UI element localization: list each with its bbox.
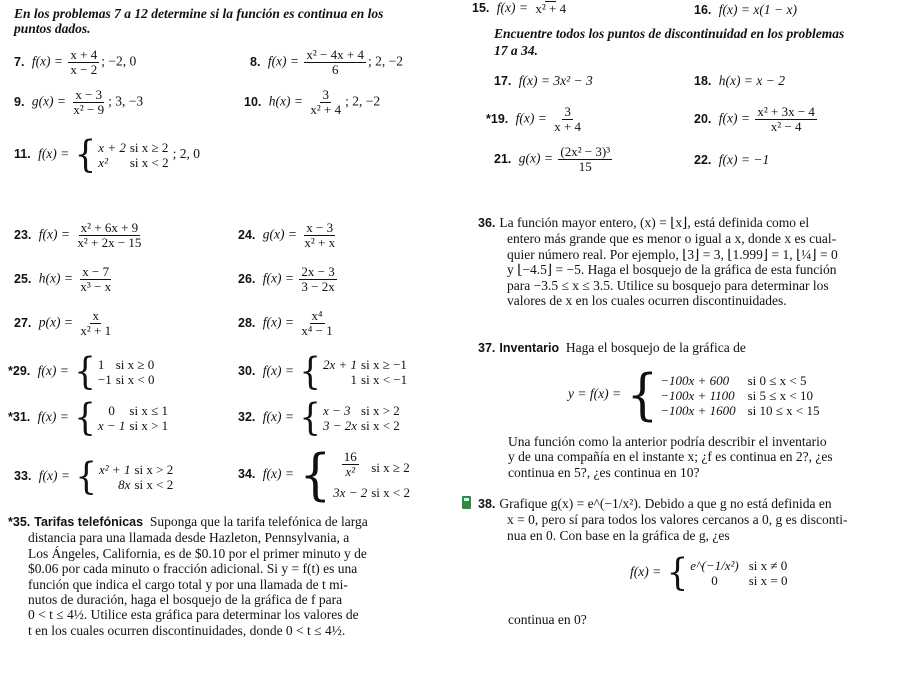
problem-38 — [478, 496, 918, 543]
problem-26 — [238, 265, 339, 294]
problem-number: 38. — [478, 497, 496, 511]
left-brace: { — [299, 350, 321, 394]
case-cond: si x ≤ 1 — [129, 403, 168, 418]
problem-31 — [8, 396, 172, 440]
lhs: f(x) = — [262, 409, 294, 425]
numerator: (2x² − 3)³ — [560, 144, 611, 159]
denominator: x² − 9 — [73, 102, 105, 117]
problem-number: 10. — [244, 94, 262, 109]
problem-number: 18. — [694, 74, 712, 88]
numerator: x⁴ — [311, 308, 323, 323]
problem-title: Inventario — [499, 341, 560, 355]
problem-number: 37. — [478, 341, 496, 355]
lhs: p(x) = — [38, 314, 73, 330]
denominator: x³ − x — [80, 279, 112, 294]
points: ; −2, 0 — [101, 53, 137, 69]
case-expr: 2x + 1 — [323, 357, 358, 372]
lhs: h(x) = — [268, 93, 303, 109]
case-expr: x − 1 — [97, 418, 126, 433]
problem-23 — [14, 221, 145, 250]
problem-38-function — [630, 551, 791, 595]
text-line: Suponga que la tarifa telefónica de larga — [149, 514, 368, 529]
problem-30 — [238, 350, 411, 394]
problem-38-end: continua en 0? — [508, 612, 587, 627]
case-expr: x² + 1 — [99, 462, 131, 477]
left-intro — [14, 6, 383, 36]
problem-15 — [472, 0, 570, 16]
left-brace: { — [74, 350, 96, 394]
problem-number: *31. — [8, 410, 31, 425]
problem-number: 20. — [694, 111, 712, 126]
lhs: g(x) = — [31, 93, 67, 109]
left-brace: { — [75, 455, 97, 499]
text-line: entero más grande que es menor o igual a x, donde x es cual- — [507, 231, 837, 247]
problem-number: 34. — [238, 467, 256, 482]
case-expr: e^(−1/x²) — [690, 558, 739, 573]
left-brace: { — [74, 133, 97, 177]
case-expr: 0 — [711, 573, 718, 588]
problem-7 — [14, 48, 136, 77]
left-intro-line: En los problemas 7 a 12 determine si la función es continua en los — [14, 6, 384, 21]
case-expr: 8x — [118, 477, 131, 492]
lhs: h(x) = — [38, 270, 73, 286]
lhs: f(x) = — [37, 363, 69, 379]
expression: f(x) = 3x² − 3 — [518, 73, 593, 88]
problem-19 — [486, 105, 585, 134]
problem-32 — [238, 396, 404, 440]
case-cond: si x ≥ 2 — [129, 140, 169, 155]
denominator: x² + 1 — [80, 323, 112, 338]
left-brace: { — [299, 443, 332, 507]
lhs: f(x) = — [515, 110, 547, 126]
text-line: Una función como la anterior podría describir el inventario — [508, 434, 827, 449]
case-expr: x − 3 — [323, 403, 351, 418]
expression: f(x) = −1 — [718, 152, 770, 167]
lhs: f(x) = — [262, 363, 294, 379]
lhs: f(x) = — [38, 226, 70, 242]
text-line: t en los cuales ocurren discontinuidades, donde 0 < t ≤ 4½. — [28, 622, 346, 638]
denominator: 6 — [331, 62, 339, 77]
text-line: 0 < t ≤ 4½. Utilice esta gráfica para determinar los valores de — [28, 607, 359, 623]
denominator: x² + 2x − 15 — [77, 235, 142, 250]
problem-number: 27. — [14, 315, 32, 330]
text-line: nua en 0. Con base en la gráfica de g, ¿es — [507, 527, 730, 543]
text-line: quier número real. Por ejemplo, ⌊3⌋ = 3, ⌊1.999⌋ = 1, ⌊¼⌋ = 0 — [507, 246, 838, 262]
left-brace: { — [666, 551, 689, 595]
problem-24 — [238, 221, 339, 250]
lhs: f(x) = — [630, 564, 662, 580]
problem-number: 8. — [250, 54, 261, 69]
text-line: $0.06 por cada minuto o fracción adicional. Si y = f(t) es una — [28, 561, 358, 577]
problem-number: 15. — [472, 1, 490, 15]
points: ; 2, −2 — [367, 53, 403, 69]
text-line: distancia para una llamada desde Hazleton, Pennsylvania, a — [28, 530, 350, 546]
numerator: 3 — [322, 87, 329, 102]
points: ; 2, −2 — [345, 93, 381, 109]
text-line: para −3.5 ≤ x ≤ 3.5. Utilice su bosquejo para determinar los — [507, 277, 829, 293]
problem-11 — [14, 133, 200, 177]
case-cond: si x < 2 — [134, 477, 174, 492]
numerator: x² + 6x + 9 — [80, 220, 139, 235]
left-brace: { — [74, 396, 96, 440]
problem-number: *19. — [486, 111, 509, 126]
expression: f(x) = x(1 − x) — [718, 2, 797, 17]
problem-number: *29. — [8, 364, 31, 379]
case-cond: si x > 2 — [361, 403, 400, 418]
problem-35 — [8, 514, 448, 638]
text-line: función que indica el cargo total y por una llamada de t mi- — [28, 576, 348, 592]
numerator: x − 7 — [82, 264, 110, 279]
problem-8 — [250, 48, 403, 77]
case-cond: si x ≥ 2 — [371, 460, 410, 475]
problem-37-after — [508, 434, 918, 480]
problem-25 — [14, 265, 115, 294]
lhs: f(x) = — [38, 146, 70, 162]
problem-10 — [244, 88, 380, 117]
calculator-icon — [462, 496, 471, 509]
case-cond: si x > 2 — [134, 462, 174, 477]
problem-34 — [238, 443, 414, 507]
case-expr: −100x + 600 — [660, 372, 730, 388]
problem-number: *35. — [8, 515, 31, 529]
denominator: x² − 4 — [770, 119, 802, 134]
case-expr: 0 — [108, 403, 115, 418]
lhs: f(x) = — [496, 0, 528, 15]
right-intro-line: Encuentre todos los puntos de discontinuidad en los problemas — [494, 26, 845, 41]
text-line: valores de x en los cuales ocurren discontinuidades. — [507, 293, 787, 309]
problem-number: 25. — [14, 271, 32, 286]
case-cond: si x < 2 — [371, 485, 410, 500]
case-expr: 3x − 2 — [333, 485, 368, 500]
case-expr: 3 − 2x — [323, 418, 358, 433]
lhs: f(x) = — [267, 53, 300, 69]
denominator: x⁴ − 1 — [301, 323, 333, 338]
problem-37-function — [568, 363, 823, 427]
text-line: Grafique g(x) = e^(−1/x²). Debido a que g no está definida en — [499, 496, 832, 511]
lhs: f(x) = — [31, 53, 64, 69]
text-line: y de una compañía en el instante x; ¿f es continua en 2?, ¿es — [508, 449, 833, 465]
numerator: x² + 3x − 4 — [757, 104, 815, 119]
case-cond: si 10 ≤ x < 15 — [747, 402, 820, 418]
case-expr: x + 2 — [98, 140, 126, 155]
numerator: x − 3 — [306, 220, 334, 235]
text-line: Haga el bosquejo de la gráfica de — [565, 340, 746, 355]
case-cond: si x ≥ 0 — [115, 357, 155, 372]
text-line: continua en 5?, ¿es continua en 10? — [508, 464, 700, 480]
problem-number: 28. — [238, 315, 256, 330]
lhs: f(x) = — [262, 314, 294, 330]
problem-18 — [694, 73, 785, 89]
case-expr: −1 — [97, 372, 112, 387]
case-cond: si x < 0 — [115, 372, 155, 387]
lhs: f(x) = — [37, 409, 69, 425]
problem-number: 23. — [14, 227, 32, 242]
problem-number: 7. — [14, 54, 25, 69]
problem-number: 32. — [238, 410, 256, 425]
case-cond: si 0 ≤ x < 5 — [747, 372, 807, 388]
lhs: g(x) = — [518, 150, 553, 166]
problem-28 — [238, 309, 337, 338]
text-line: y ⌊−4.5⌋ = −5. Haga el bosquejo de la gráfica de esta función — [507, 262, 837, 278]
case-cond: si x > 1 — [129, 418, 169, 433]
problem-22 — [694, 152, 769, 168]
case-cond: si x ≥ −1 — [361, 357, 407, 372]
problem-number: 22. — [694, 153, 712, 167]
problem-37-heading — [478, 340, 918, 356]
case-cond: si x = 0 — [748, 573, 788, 588]
denominator: x + 4 — [554, 119, 582, 134]
case-cond: si x < −1 — [361, 372, 408, 387]
case-expr: 1 — [350, 372, 358, 387]
denominator: x − 2 — [70, 62, 98, 77]
expression: h(x) = x − 2 — [718, 73, 785, 88]
problem-16 — [694, 2, 797, 18]
numerator: 3 — [564, 104, 571, 119]
denominator: 15 — [578, 159, 592, 174]
problem-number: 21. — [494, 151, 512, 166]
problem-number: 16. — [694, 3, 712, 17]
problem-number: 11. — [14, 147, 31, 162]
case-cond: si 5 ≤ x < 10 — [747, 387, 813, 403]
numerator: x + 4 — [70, 47, 98, 62]
case-cond: si x < 2 — [361, 418, 400, 433]
lhs: f(x) = — [718, 110, 750, 126]
problem-21 — [494, 145, 614, 174]
problem-number: 33. — [14, 469, 32, 484]
lhs: f(x) = — [262, 270, 294, 286]
left-brace: { — [299, 396, 321, 440]
right-intro — [494, 25, 844, 59]
case-cond: si x ≠ 0 — [748, 558, 788, 573]
denominator: x² + 4 — [310, 102, 342, 117]
numerator: x − 3 — [75, 87, 103, 102]
denominator: x² + 4 — [535, 1, 567, 17]
problem-9 — [14, 88, 143, 117]
case-expr: 1 — [97, 357, 105, 372]
problem-number: 17. — [494, 74, 512, 88]
numerator: x² − 4x + 4 — [306, 47, 364, 62]
case-cond: si x < 2 — [129, 155, 169, 170]
right-intro-line: 17 a 34. — [494, 43, 538, 58]
text-line: La función mayor entero, (x) = ⌊x⌋, está definida como el — [499, 215, 810, 230]
problem-20 — [694, 105, 819, 134]
denominator: x² — [345, 464, 356, 479]
problem-number: 9. — [14, 94, 25, 109]
problem-number: 24. — [238, 227, 256, 242]
lhs: f(x) = — [38, 468, 70, 484]
case-expr: x² — [98, 155, 108, 170]
problem-title: Tarifas telefónicas — [34, 515, 144, 529]
points: ; 3, −3 — [108, 93, 144, 109]
problem-33 — [14, 455, 177, 499]
problem-27 — [14, 309, 115, 338]
problem-number: 26. — [238, 271, 256, 286]
denominator: 3 − 2x — [301, 279, 335, 294]
text-line: Los Ángeles, California, es de $0.10 por el primer minuto y de — [28, 545, 367, 561]
lhs: f(x) = — [262, 466, 294, 482]
numerator: 16 — [343, 449, 357, 464]
case-expr: −100x + 1100 — [660, 387, 735, 403]
problem-number: 36. — [478, 216, 496, 230]
problem-36 — [478, 215, 918, 308]
lhs: y = f(x) = — [568, 386, 622, 402]
text-line: x = 0, pero sí para todos los valores cercanos a 0, g es disconti- — [507, 512, 848, 528]
denominator: x² + x — [304, 235, 336, 250]
lhs: g(x) = — [262, 226, 297, 242]
case-expr: −100x + 1600 — [660, 402, 736, 418]
numerator: x — [92, 308, 99, 323]
problem-17 — [494, 73, 593, 89]
left-brace: { — [626, 363, 659, 427]
problem-29 — [8, 350, 158, 394]
left-intro-line: puntos dados. — [14, 21, 91, 36]
problem-number: 30. — [238, 364, 256, 379]
text-line: nutos de duración, haga el bosquejo de la gráfica de f para — [28, 592, 343, 608]
numerator: 2x − 3 — [301, 264, 335, 279]
points: ; 2, 0 — [172, 146, 200, 162]
